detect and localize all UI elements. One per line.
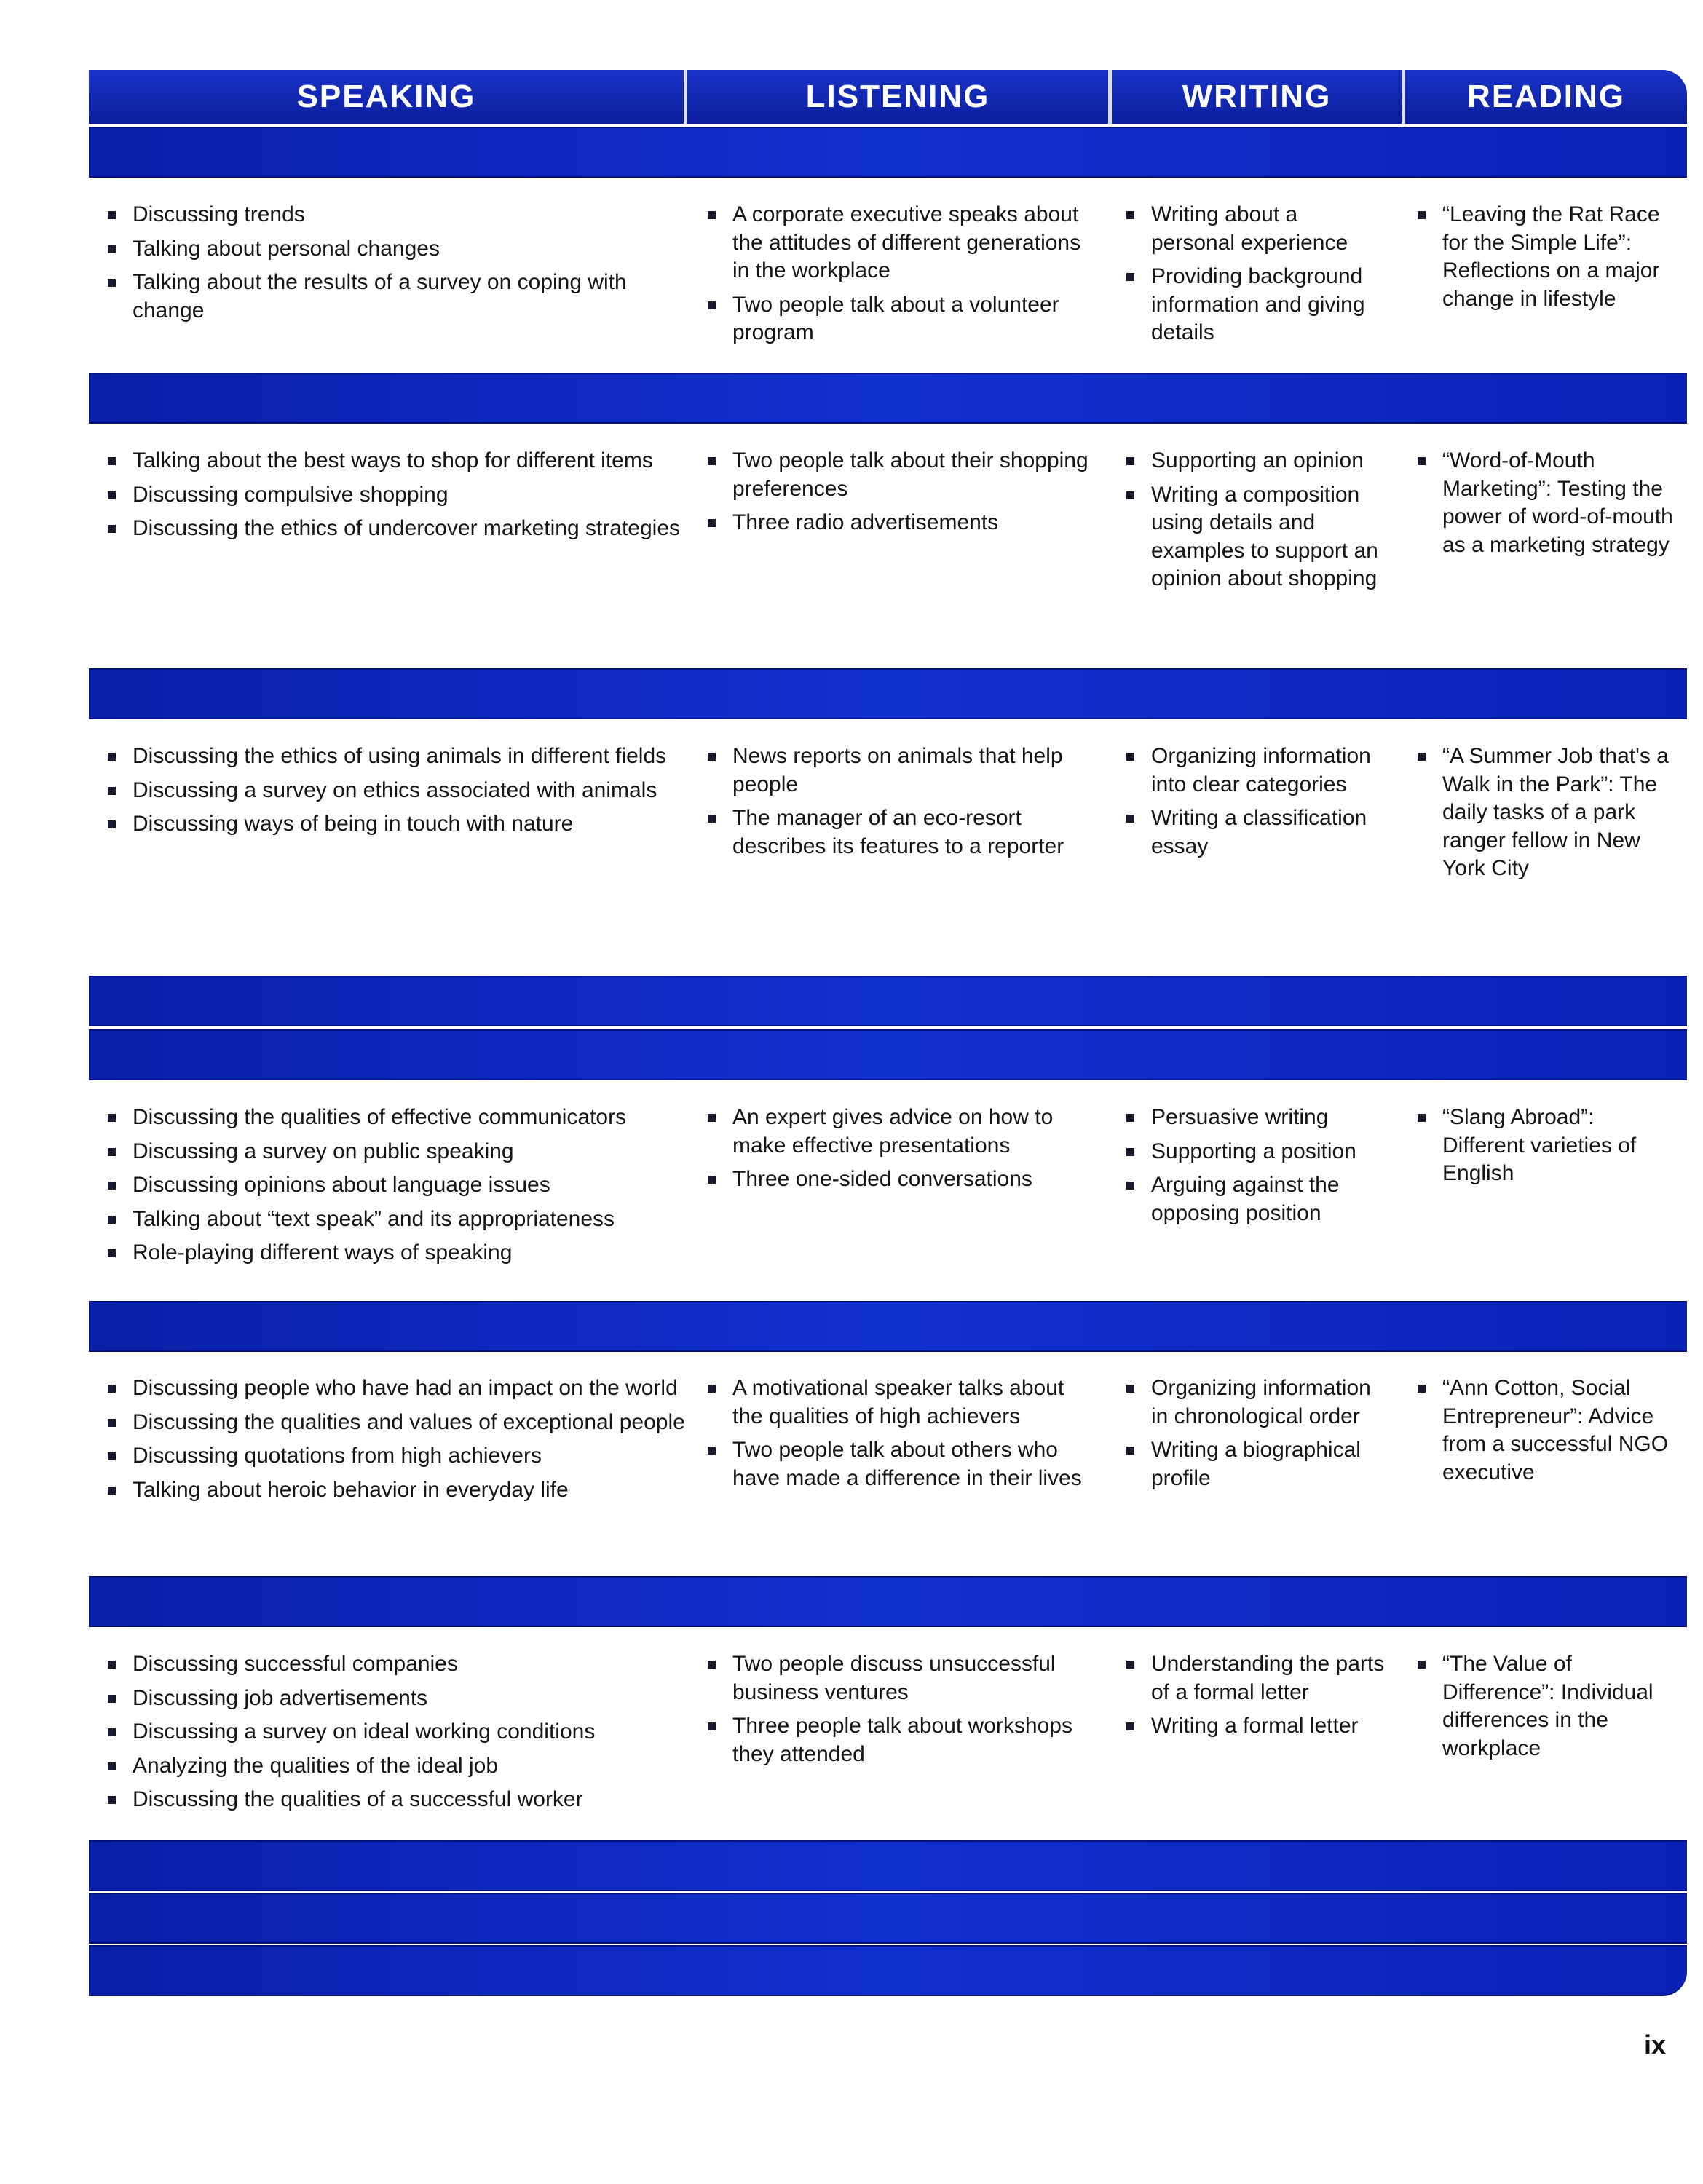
list-item: Talking about “text speak” and its appropriateness [106, 1206, 689, 1234]
reading-column [1416, 1650, 1678, 1768]
unit-bar [89, 127, 1687, 178]
unit-bar [89, 976, 1687, 1026]
list-item: “Word-of-Mouth Marketing”: Testing the power of word-of-mouth as a marketing strategy [1416, 447, 1678, 559]
header-reading: READING [1405, 70, 1687, 124]
list-item: Two people talk about others who have made a difference in their lives [706, 1436, 1099, 1492]
header-speaking: SPEAKING [89, 70, 687, 124]
speaking-column [106, 1374, 689, 1510]
speaking-column [106, 447, 689, 549]
list-item: Discussing the qualities of a successful worker [106, 1786, 689, 1814]
writing-list [1125, 201, 1387, 347]
reading-list [1416, 447, 1678, 559]
reading-column [1416, 1374, 1678, 1492]
listening-column [706, 201, 1099, 353]
list-item: Discussing ways of being in touch with nature [106, 810, 689, 839]
listening-column [706, 1104, 1099, 1200]
reading-list [1416, 201, 1678, 313]
list-item: Writing a formal letter [1125, 1712, 1387, 1741]
reading-list [1416, 1650, 1678, 1762]
writing-list [1125, 1650, 1387, 1741]
list-item: Talking about the best ways to shop for different items [106, 447, 689, 475]
listening-list [706, 1104, 1099, 1194]
listening-list [706, 1650, 1099, 1768]
writing-column [1125, 1374, 1387, 1498]
writing-list [1125, 1374, 1387, 1492]
list-item: Discussing quotations from high achievers [106, 1442, 689, 1471]
listening-column [706, 1650, 1099, 1774]
list-item: A motivational speaker talks about the qualities of high achievers [706, 1374, 1099, 1431]
list-item: Discussing the qualities of effective communicators [106, 1104, 689, 1132]
list-item: Talking about heroic behavior in everyday life [106, 1476, 689, 1505]
unit-bar [89, 1945, 1687, 1996]
listening-column [706, 743, 1099, 866]
list-item: “A Summer Job that's a Walk in the Park”: The daily tasks of a park ranger fellow in New York City [1416, 743, 1678, 883]
unit-bar [89, 1893, 1687, 1944]
list-item: Two people talk about their shopping preferences [706, 447, 1099, 503]
list-item: Arguing against the opposing position [1125, 1171, 1387, 1227]
listening-list [706, 447, 1099, 537]
list-item: Supporting an opinion [1125, 447, 1387, 475]
list-item: Discussing people who have had an impact on the world [106, 1374, 689, 1403]
header-writing: WRITING [1112, 70, 1405, 124]
list-item: Writing a composition using details and examples to support an opinion about shopping [1125, 481, 1387, 593]
list-item: Discussing the ethics of using animals in different fields [106, 743, 689, 771]
list-item: “Slang Abroad”: Different varieties of English [1416, 1104, 1678, 1188]
list-item: Discussing trends [106, 201, 689, 229]
list-item: The manager of an eco-resort describes its features to a reporter [706, 804, 1099, 860]
list-item: Persuasive writing [1125, 1104, 1387, 1132]
listening-list [706, 201, 1099, 347]
list-item: “Leaving the Rat Race for the Simple Life”: Reflections on a major change in lifestyle [1416, 201, 1678, 313]
list-item: Writing about a personal experience [1125, 201, 1387, 257]
reading-list [1416, 1374, 1678, 1487]
list-item: A corporate executive speaks about the attitudes of different generations in the workplace [706, 201, 1099, 285]
list-item: Two people discuss unsuccessful business ventures [706, 1650, 1099, 1706]
list-item: Supporting a position [1125, 1138, 1387, 1166]
list-item: Analyzing the qualities of the ideal job [106, 1752, 689, 1781]
speaking-column [106, 1104, 689, 1273]
list-item: Writing a classification essay [1125, 804, 1387, 860]
reading-list [1416, 743, 1678, 883]
unit-bar [89, 1301, 1687, 1352]
page-number: ix [1644, 2030, 1667, 2060]
writing-list [1125, 447, 1387, 593]
listening-column [706, 1374, 1099, 1498]
writing-column [1125, 1650, 1387, 1746]
speaking-list [106, 743, 689, 839]
list-item: Organizing information in chronological order [1125, 1374, 1387, 1431]
unit-bar [89, 1576, 1687, 1627]
list-item: Three radio advertisements [706, 509, 1099, 537]
unit-bar [89, 668, 1687, 719]
list-item: “Ann Cotton, Social Entrepreneur”: Advice from a successful NGO executive [1416, 1374, 1678, 1487]
list-item: Role-playing different ways of speaking [106, 1239, 689, 1267]
list-item: Discussing a survey on ideal working conditions [106, 1718, 689, 1746]
listening-list [706, 743, 1099, 860]
writing-list [1125, 743, 1387, 860]
listening-column [706, 447, 1099, 543]
speaking-list [106, 1104, 689, 1267]
list-item: Talking about personal changes [106, 235, 689, 264]
column-header-bar [89, 70, 1687, 124]
list-item: Providing background information and giving details [1125, 263, 1387, 347]
list-item: News reports on animals that help people [706, 743, 1099, 799]
list-item: “The Value of Difference”: Individual differences in the workplace [1416, 1650, 1678, 1762]
list-item: Talking about the results of a survey on coping with change [106, 269, 689, 325]
speaking-list [106, 447, 689, 543]
list-item: Three people talk about workshops they attended [706, 1712, 1099, 1768]
listening-list [706, 1374, 1099, 1492]
writing-column [1125, 1104, 1387, 1233]
reading-list [1416, 1104, 1678, 1188]
list-item: Two people talk about a volunteer program [706, 291, 1099, 347]
reading-column [1416, 743, 1678, 889]
list-item: Discussing successful companies [106, 1650, 689, 1679]
list-item: Discussing job advertisements [106, 1685, 689, 1713]
speaking-column [106, 201, 689, 331]
writing-list [1125, 1104, 1387, 1227]
list-item: Discussing compulsive shopping [106, 481, 689, 510]
speaking-column [106, 743, 689, 844]
list-item: An expert gives advice on how to make effective presentations [706, 1104, 1099, 1160]
unit-bar [89, 1840, 1687, 1891]
list-item: Discussing opinions about language issues [106, 1171, 689, 1200]
list-item: Organizing information into clear categories [1125, 743, 1387, 799]
list-item: Discussing the ethics of undercover marketing strategies [106, 515, 689, 543]
writing-column [1125, 743, 1387, 866]
reading-column [1416, 201, 1678, 319]
unit-bar [89, 1029, 1687, 1080]
writing-column [1125, 201, 1387, 353]
speaking-column [106, 1650, 689, 1820]
reading-column [1416, 447, 1678, 565]
unit-bar [89, 373, 1687, 424]
speaking-list [106, 1374, 689, 1504]
list-item: Understanding the parts of a formal letter [1125, 1650, 1387, 1706]
list-item: Discussing a survey on public speaking [106, 1138, 689, 1166]
writing-column [1125, 447, 1387, 599]
speaking-list [106, 201, 689, 325]
header-listening: LISTENING [687, 70, 1112, 124]
list-item: Three one-sided conversations [706, 1166, 1099, 1194]
list-item: Writing a biographical profile [1125, 1436, 1387, 1492]
list-item: Discussing a survey on ethics associated with animals [106, 777, 689, 805]
list-item: Discussing the qualities and values of exceptional people [106, 1409, 689, 1437]
speaking-list [106, 1650, 689, 1814]
reading-column [1416, 1104, 1678, 1194]
